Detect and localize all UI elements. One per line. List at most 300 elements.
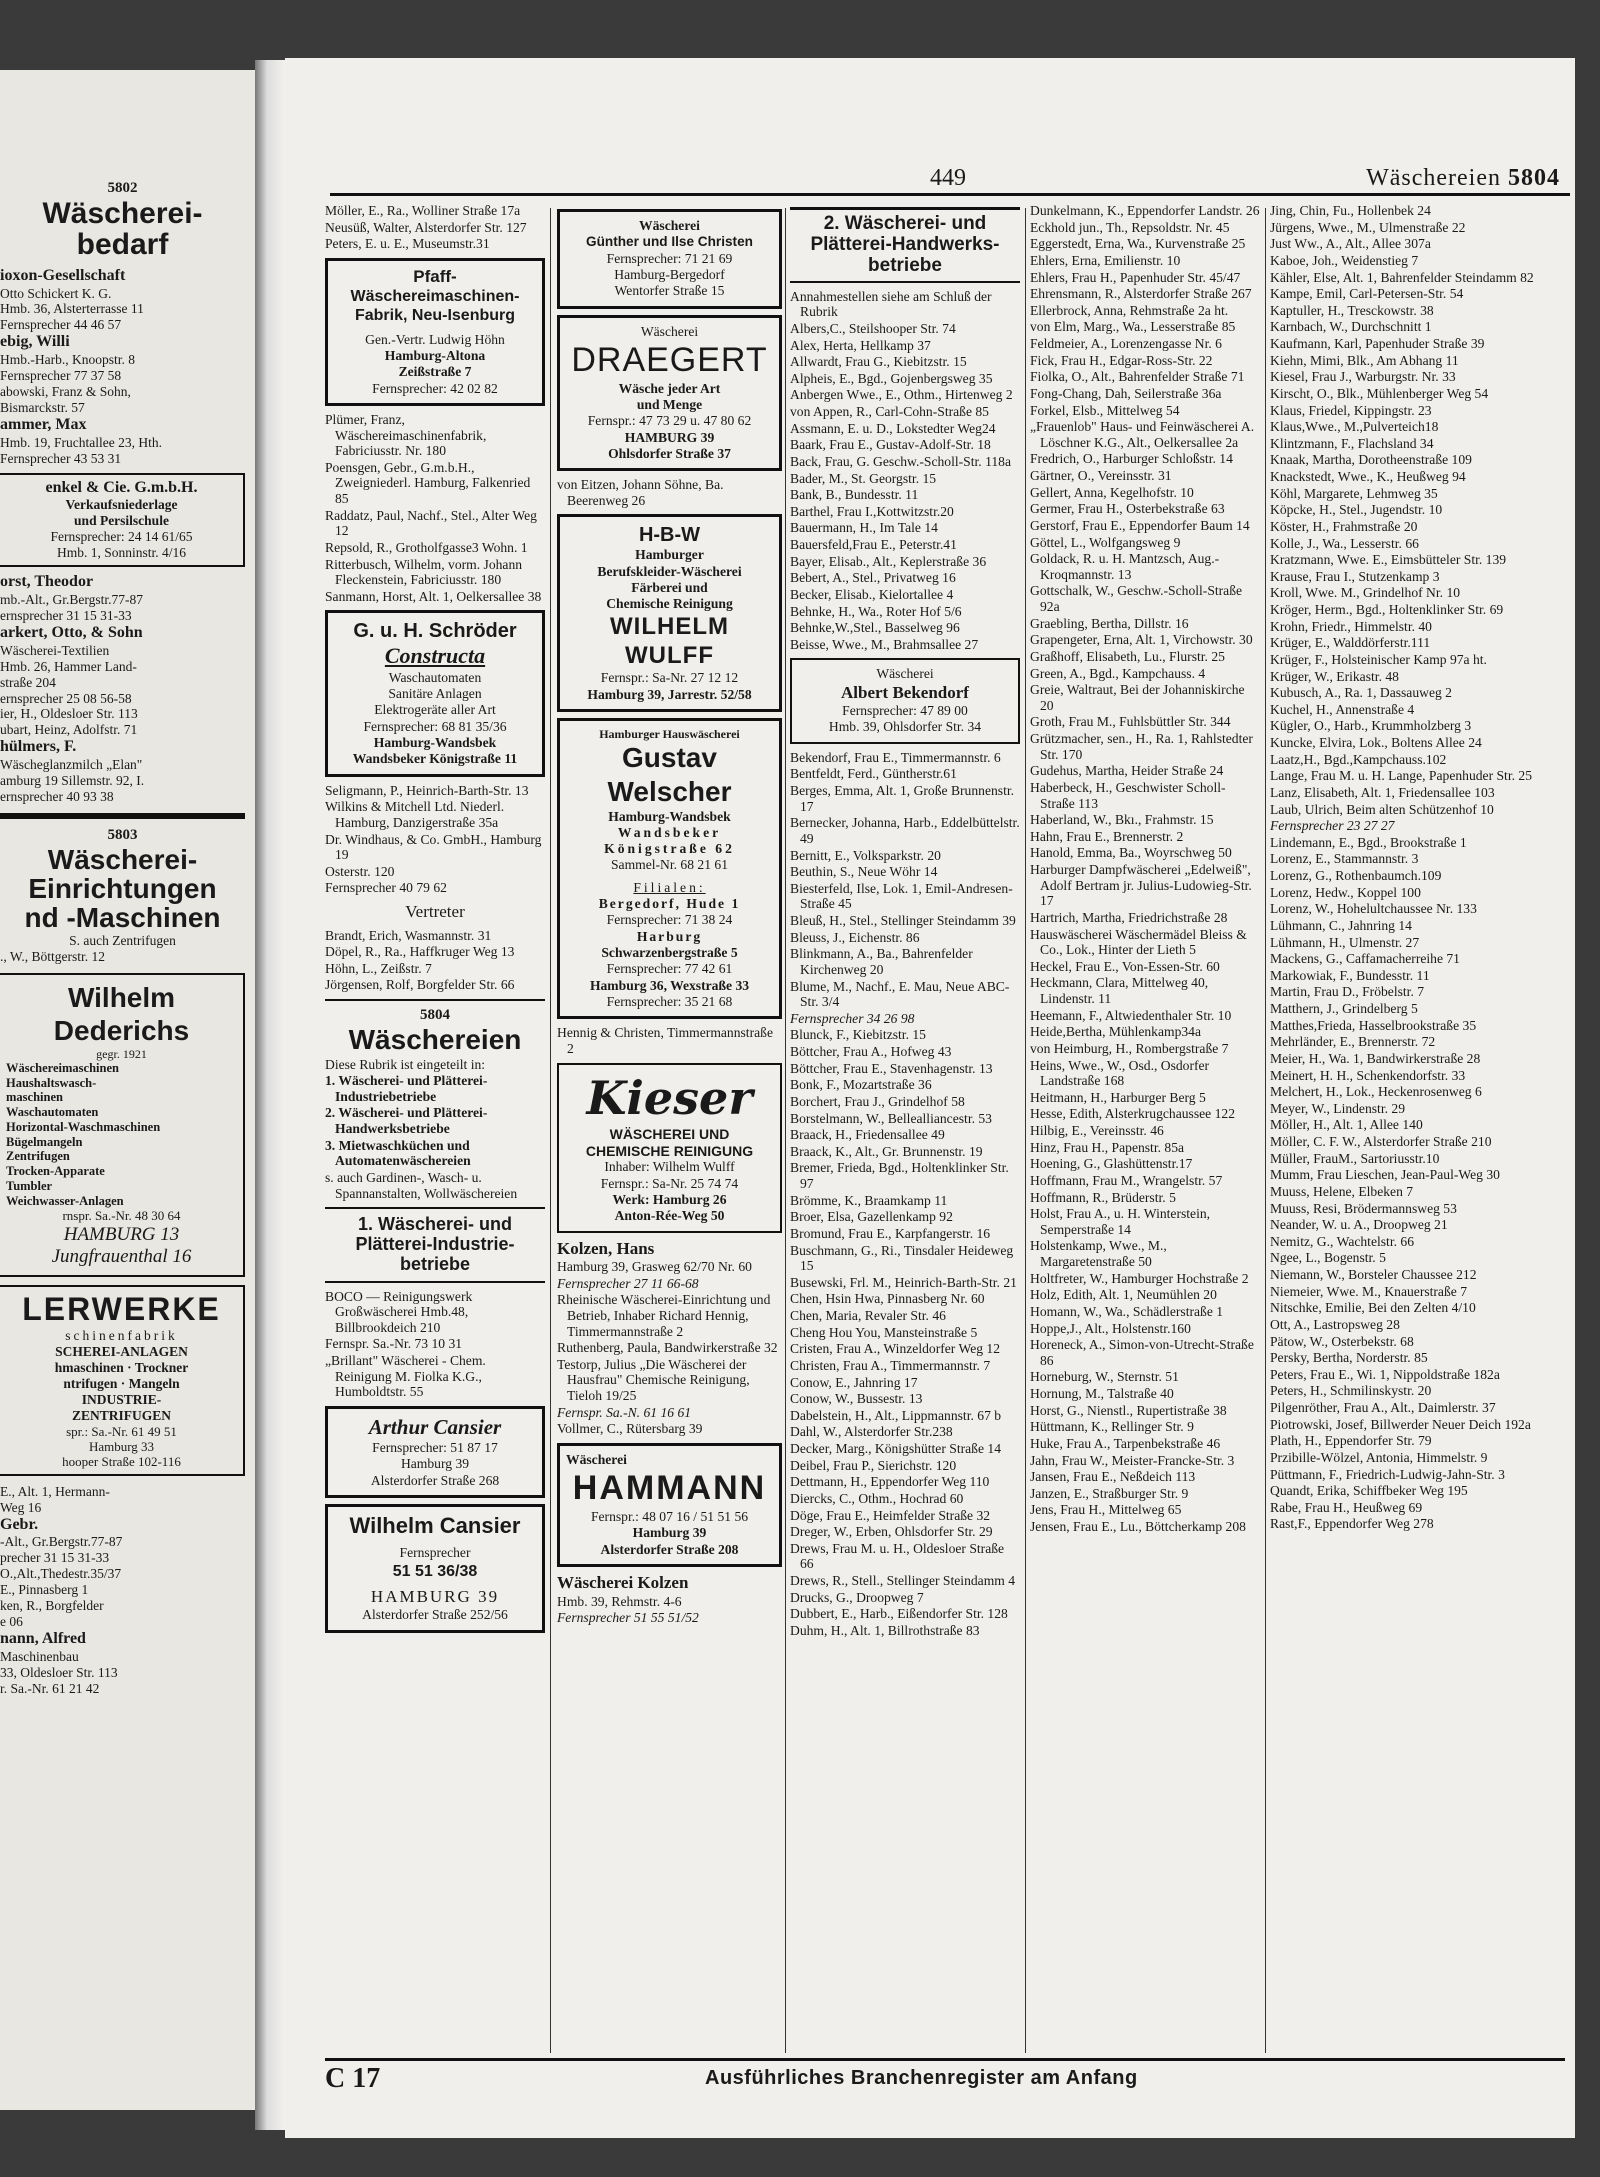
left-ad-line: Jungfrauenthal 16 — [51, 1246, 192, 1268]
listing-entry: Klintzmann, F., Flachsland 34 — [1270, 435, 1434, 451]
ad-schroeder-line: Elektrogeräte aller Art — [374, 702, 496, 718]
column-4 — [1030, 203, 1260, 1536]
listing-entry: Drucks, G., Droopweg 7 — [790, 1589, 924, 1605]
listing-entry: Köhl, Margarete, Lehmweg 35 — [1270, 485, 1438, 501]
section-number: 5804 — [1508, 165, 1560, 191]
listing-entry: Duhm, H., Alt. 1, Billrothstraße 83 — [790, 1622, 980, 1638]
ad-welscher-line: Sammel-Nr. 68 21 61 — [610, 857, 729, 873]
ad-bekendorf-line: Albert Bekendorf — [841, 682, 969, 702]
listing-entry: Lorenz, E., Stammannstr. 3 — [1270, 851, 1419, 867]
listing-entry: Braack, H., Friedensallee 49 — [790, 1127, 945, 1143]
ad-hammann-line: Hamburg 39 — [632, 1525, 707, 1541]
listing-entry: Jing, Chin, Fu., Hollenbek 24 — [1270, 203, 1431, 218]
left-ad-line: Weichwasser-Anlagen — [6, 1193, 124, 1208]
listing-entry: Cheng Hou You, Mansteinstraße 5 — [790, 1324, 978, 1340]
listing-entry: Brandt, Erich, Wasmannstr. 31 — [325, 927, 492, 943]
listing-entry: Ott, A., Lastropsweg 28 — [1270, 1316, 1400, 1332]
listing-entry: Behnke,W.,Stel., Basselweg 96 — [790, 620, 960, 636]
left-ad-line: Fernsprecher: 24 14 61/65 — [50, 529, 193, 545]
listing-entry: Osterstr. 120 — [325, 863, 395, 879]
ad-welscher-line: Hamburg 36, Wexstraße 33 — [589, 977, 750, 993]
listing-entry: Plath, H., Eppendorfer Str. 79 — [1270, 1433, 1432, 1449]
left-section-number: 5803 — [107, 826, 138, 843]
ad-pfaff-line: Zeißstraße 7 — [398, 364, 472, 380]
listing-entry: Kiehn, Mimi, Blk., Am Abhang 11 — [1270, 352, 1459, 368]
left-entry: mb.-Alt., Gr.Bergstr.77-87 — [0, 592, 143, 608]
subsection-title: betriebe — [399, 1253, 471, 1274]
listing-entry: Piotrowski, Josef, Billwerder Neuer Deich 192a — [1270, 1416, 1531, 1432]
column-rule — [550, 208, 551, 2053]
listing-entry: Forkel, Elsb., Mittelweg 54 — [1030, 402, 1180, 418]
left-entry: precher 31 15 31-33 — [0, 1550, 110, 1566]
ad-hammann-line: Alsterdorfer Straße 208 — [600, 1541, 739, 1557]
listing-entry: Feldmeier, A., Lorenzengasse Nr. 6 — [1030, 336, 1222, 351]
listing-entry: Baark, Frau E., Gustav-Adolf-Str. 18 — [790, 437, 991, 453]
listing-entry: Harburger Dampfwäscherei „Edelweiß", Adolf Bertram jr. Julius-Ludowieg-Str. 17 — [1030, 862, 1252, 909]
listing-entry: Braack, K., Alt., Gr. Brunnenstr. 19 — [790, 1143, 983, 1159]
listing-entry: Gudehus, Martha, Heider Straße 24 — [1030, 763, 1224, 779]
listing-entry: Goldack, R. u. H. Mantzsch, Aug.-Kroqmannstr. 13 — [1030, 551, 1220, 582]
listing-entry: Bleuss, J., Eichenstr. 86 — [790, 929, 920, 945]
listing-entry: Lange, Frau M. u. H. Lange, Papenhuder Str. 25 — [1270, 768, 1533, 784]
left-entry: ebig, Willi — [0, 333, 70, 351]
left-ad-lerwerke — [0, 1285, 245, 1476]
listing-entry: Drews, Frau M. u. H., Oldesloer Straße 66 — [790, 1540, 1005, 1572]
left-section-number: 5802 — [107, 180, 138, 196]
listing-entry: Horeneck, A., Simon-von-Utrecht-Straße 86 — [1030, 1337, 1254, 1368]
listing-entry: Bonk, F., Mozartstraße 36 — [790, 1077, 932, 1093]
section-intro-line: 1. Wäscherei- und Plätterei-Industriebetriebe — [325, 1073, 488, 1104]
listing-entry: Martin, Frau D., Fröbelstr. 7 — [1270, 984, 1425, 1000]
page-code: C 17 — [325, 2063, 381, 2094]
left-ad-line: HAMBURG 13 — [63, 1223, 180, 1245]
left-section-title: Wäscherei- — [42, 196, 203, 230]
left-ad-line: Verkaufsniederlage — [65, 497, 178, 513]
left-entry: e 06 — [0, 1614, 23, 1630]
listing-entry: Dr. Windhaus, & Co. GmbH., Hamburg 19 — [325, 831, 542, 863]
listing-entry: Ruthenberg, Paula, Bandwirkerstraße 32 — [557, 1340, 778, 1356]
ad-arthur-cansier-line: Arthur Cansier — [368, 1414, 502, 1439]
listing-entry: Köster, H., Frahmstraße 20 — [1270, 518, 1418, 534]
subsection-title: 2. Wäscherei- und — [823, 213, 987, 234]
rule — [325, 999, 545, 1001]
column-rule — [1265, 208, 1266, 2053]
listing-entry: Döge, Frau E., Heimfelder Straße 32 — [790, 1507, 991, 1523]
listing-entry: Becker, Elisab., Kielortallee 4 — [790, 586, 954, 602]
listing-entry: Berges, Emma, Alt. 1, Große Brunnenstr. 17 — [790, 783, 1015, 814]
ad-arthur-cansier — [325, 1406, 545, 1498]
listing-entry: Niemeier, Wwe. M., Knauerstraße 7 — [1270, 1283, 1467, 1299]
listing-entry: Meyer, W., Lindenstr. 29 — [1270, 1100, 1406, 1116]
left-entry: Weg 16 — [0, 1499, 42, 1515]
right-page — [285, 58, 1575, 2138]
listing-entry: Meier, H., Wa. 1, Bandwirkerstraße 28 — [1270, 1050, 1481, 1066]
listing-entry: Peters, H., Schmilinskystr. 20 — [1270, 1383, 1432, 1399]
listing-entry: Wilkins & Mitchell Ltd. Niederl. Hamburg, Danzigerstraße 35a — [325, 799, 505, 830]
ad-welscher-line: Gustav Welscher — [607, 742, 732, 807]
listing-entry: Testorp, Julius „Die Wäscherei der Hausfrau" Chemische Reinigung, Tieloh 19/25 — [557, 1356, 750, 1404]
ad-pfaff-line: Gen.-Vertr. Ludwig Höhn — [365, 331, 505, 347]
listing-entry: von Appen, R., Carl-Cohn-Straße 85 — [790, 404, 989, 420]
listing-entry: Eggerstedt, Erna, Wa., Kurvenstraße 25 — [1030, 236, 1246, 252]
listing-entry: Jens, Frau H., Mittelweg 65 — [1030, 1502, 1182, 1518]
listing-entry: von Eitzen, Johann Söhne, Ba. Beerenweg 26 — [557, 477, 724, 508]
left-entry: orst, Theodor — [0, 573, 94, 591]
listing-entry: Nitschke, Emilie, Bei den Zelten 4/10 — [1270, 1300, 1476, 1316]
listing-entry: Hamburg 39, Grasweg 62/70 Nr. 60 — [557, 1259, 752, 1275]
left-entry: hülmers, F. — [0, 738, 77, 756]
ad-draegert-line: Fernspr.: 47 73 29 u. 47 80 62 — [587, 413, 752, 429]
subsection-title: betriebe — [868, 254, 942, 276]
listing-entry: Mackens, G., Caffamacherreihe 71 — [1270, 951, 1460, 967]
ad-schroeder-line: Fernsprecher: 68 81 35/36 — [363, 718, 507, 734]
left-entry: 33, Oldesloer Str. 113 — [0, 1664, 118, 1680]
left-page-column — [0, 180, 245, 1697]
page-header — [330, 163, 1570, 196]
column-rule — [1025, 208, 1026, 2053]
listing-entry: Eckhold jun., Th., Repsoldstr. Nr. 45 — [1030, 219, 1230, 235]
listing-entry: Bauermann, H., Im Tale 14 — [790, 520, 938, 536]
listing-entry: Lanz, Elisabeth, Alt. 1, Friedensallee 103 — [1270, 784, 1495, 800]
ad-christen-line: Hamburg-Bergedorf — [614, 266, 725, 282]
listing-entry: Kampe, Emil, Carl-Petersen-Str. 54 — [1270, 286, 1464, 302]
section-intro-line: s. auch Gardinen-, Wasch- u. Spannanstalten, Wollwäschereien — [325, 1169, 518, 1201]
listing-entry: Krüger, E., Walddörferstr.111 — [1270, 635, 1431, 651]
listing-entry: Beisse, Wwe., M., Brahmsallee 27 — [790, 636, 979, 652]
left-entry: ammer, Max — [0, 415, 87, 433]
left-entry: Otto Schickert K. G. — [0, 285, 112, 301]
listing-entry: Kaufmann, Karl, Papenhuder Straße 39 — [1270, 336, 1485, 351]
section-number: 5804 — [420, 1007, 450, 1024]
footer-note: Ausführliches Branchenregister am Anfang — [705, 2067, 1138, 2089]
listing-entry: Cristen, Frau A., Winzeldorfer Weg 12 — [790, 1341, 1001, 1357]
listing-entry: Hoppe,J., Alt., Holstenstr.160 — [1030, 1320, 1191, 1336]
ad-hbw-line: Berufskleider-Wäscherei — [597, 563, 742, 579]
listing-entry: Pilgenröther, Frau A., Alt., Daimlerstr. 37 — [1270, 1400, 1496, 1415]
listing-entry: Ellerbrock, Anna, Rehmstraße 2a ht. — [1030, 302, 1229, 318]
ad-welscher-line: Hamburger Hauswäscherei — [599, 726, 740, 741]
listing-entry: Gärtner, O., Vereinsstr. 31 — [1030, 468, 1172, 483]
left-section-title: bedarf — [76, 228, 169, 262]
left-ad-line: ZENTRIFUGEN — [71, 1407, 171, 1423]
listing-entry: Horneburg, W., Sternstr. 51 — [1030, 1369, 1179, 1385]
column-1 — [325, 203, 545, 1639]
listing-entry: Rheinische Wäscherei-Einrichtung und Betrieb, Inhaber Richard Hennig, Timmermannstraße 2 — [557, 1292, 771, 1339]
ad-kieser-line: WÄSCHEREI UND — [609, 1125, 730, 1142]
listing-entry: Dettmann, H., Eppendorfer Weg 110 — [790, 1474, 990, 1490]
ad-welscher-line: Schwarzenbergstraße 5 — [601, 945, 738, 961]
page-footer — [325, 2058, 1565, 2101]
ad-pfaff-line: Fernsprecher: 42 02 82 — [372, 380, 498, 396]
listing-entry: Kolzen, Hans — [557, 1238, 655, 1258]
listing-entry: Lühmann, H., Ulmenstr. 27 — [1270, 934, 1420, 950]
ad-hbw-line: H-B-W — [638, 524, 701, 547]
listing-entry: Matthern, J., Grindelberg 5 — [1270, 1001, 1418, 1016]
left-entry: Fernsprecher 77 37 58 — [0, 368, 122, 384]
left-entry: nann, Alfred — [0, 1630, 86, 1648]
listing-entry: Beuthin, S., Neue Wöhr 14 — [790, 864, 938, 880]
left-ad-line: schinenfabrik — [65, 1328, 178, 1344]
listing-entry: Ehlers, Frau H., Papenhuder Str. 45/47 — [1030, 269, 1241, 285]
column-5 — [1270, 203, 1565, 1533]
listing-entry: Seligmann, P., Heinrich-Barth-Str. 13 — [325, 782, 529, 798]
listing-entry: Graßhoff, Elisabeth, Lu., Flurstr. 25 — [1030, 648, 1225, 664]
listing-entry: Heckmann, Clara, Mittelweg 40, Lindenstr. 11 — [1030, 975, 1209, 1006]
listing-entry: Markowiak, F., Bundesstr. 11 — [1270, 967, 1430, 983]
ad-schroeder-line: Sanitäre Anlagen — [388, 686, 482, 702]
ad-schroeder-line: Hamburg-Wandsbek — [373, 735, 497, 751]
subsection-title: Plätterei-Industrie- — [355, 1233, 515, 1254]
listing-entry: Blinkmann, A., Ba., Bahrenfelder Kirchenweg 20 — [790, 946, 973, 977]
ad-welscher-line: Bergedorf, Hude 1 — [598, 896, 741, 912]
listing-entry: Allwardt, Frau G., Kiebitzstr. 15 — [790, 354, 967, 370]
listing-entry: Kolle, J., Wa., Lesserstr. 66 — [1270, 535, 1419, 551]
ad-hbw-line: Färberei und — [631, 580, 708, 596]
left-entry: Wäscheglanzmilch „Elan" — [0, 757, 143, 773]
listing-entry: Heitmann, H., Harburger Berg 5 — [1030, 1089, 1206, 1105]
listing-entry: Blume, M., Nachf., E. Mau, Neue ABC-Str. 3/4 — [790, 978, 1010, 1010]
listing-entry: Alpheis, E., Bgd., Gojenbergsweg 35 — [790, 370, 993, 386]
listing-entry: Holtfreter, W., Hamburger Hochstraße 2 — [1030, 1270, 1249, 1286]
left-entry: ioxon-Gesellschaft — [0, 266, 126, 284]
rule — [325, 1281, 545, 1283]
listing-entry: Böttcher, Frau A., Hofweg 43 — [790, 1044, 952, 1059]
ad-christen-line: Günther und Ilse Christen — [586, 234, 753, 250]
ad-wilhelm-cansier-line: Fernsprecher — [399, 1545, 471, 1561]
listing-entry: Conow, E., Jahnring 17 — [790, 1374, 918, 1390]
listing-entry: Gellert, Anna, Kegelhofstr. 10 — [1030, 484, 1194, 500]
listing-entry: Vollmer, C., Rütersbarg 39 — [557, 1421, 703, 1437]
listing-entry: Grützmacher, sen., H., Ra. 1, Rahlstedter Str. 170 — [1030, 731, 1253, 762]
left-ad-line: enkel & Cie. G.m.b.H. — [45, 478, 198, 496]
listing-entry: Hilbig, E., Vereinsstr. 46 — [1030, 1123, 1164, 1138]
left-entry: E., Alt. 1, Hermann- — [0, 1483, 110, 1499]
listing-entry: Jörgensen, Rolf, Borgfelder Str. 66 — [325, 977, 515, 993]
listing-entry: Sanmann, Horst, Alt. 1, Oelkersallee 38 — [325, 588, 542, 604]
left-entry: Maschinenbau — [0, 1648, 79, 1664]
listing-entry: Kroll, Wwe. M., Grindelhof Nr. 10 — [1270, 585, 1461, 601]
ad-welscher-line: Fernsprecher: 71 38 24 — [606, 912, 733, 928]
listing-entry: Fernsprecher 51 55 51/52 — [557, 1610, 699, 1626]
left-rule — [0, 813, 245, 819]
listing-entry: Dabelstein, H., Alt., Lippmannstr. 67 b — [790, 1407, 1002, 1423]
listing-entry: BOCO — Reinigungswerk Großwäscherei Hmb.48, Billbrookdeich 210 — [325, 1288, 473, 1335]
ad-wilhelm-cansier-line: Wilhelm Cansier — [349, 1513, 521, 1539]
ad-christen-line: Fernsprecher: 71 21 69 — [606, 250, 733, 266]
listing-entry: Hauswäscherei Wäschermädel Bleiss & Co., Lok., Hinter der Lieth 5 — [1030, 926, 1247, 958]
listing-entry: Matthes,Frieda, Hasselbrookstraße 35 — [1270, 1017, 1477, 1033]
listing-entry: Muuss, Resi, Brödermannsweg 53 — [1270, 1200, 1457, 1216]
listing-entry: Kähler, Else, Alt. 1, Bahrenfelder Steindamm 82 — [1270, 269, 1534, 285]
left-entry: Hmb.-Harb., Knoopstr. 8 — [0, 352, 135, 368]
listing-entry: Lindemann, E., Bgd., Brookstraße 1 — [1270, 834, 1467, 850]
listing-entry: Rast,F., Eppendorfer Weg 278 — [1270, 1516, 1434, 1532]
ad-hbw-line: Hamburg 39, Jarrestr. 52/58 — [587, 686, 752, 702]
listing-entry: Neander, W. u. A., Droopweg 21 — [1270, 1217, 1448, 1233]
listing-entry: Ngee, L., Bogenstr. 5 — [1270, 1250, 1386, 1266]
ad-draegert-line: Wäscherei — [640, 323, 699, 339]
ad-pfaff — [325, 258, 545, 406]
listing-entry: Heemann, F., Altwiedenthaler Str. 10 — [1030, 1007, 1232, 1023]
listing-entry: Holst, Frau A., u. H. Winterstein, Semperstraße 14 — [1030, 1206, 1211, 1237]
ad-bekendorf — [790, 658, 1020, 743]
column-rule — [785, 208, 786, 2053]
left-entry: straße 204 — [0, 674, 56, 690]
ad-hbw-line: Hamburger — [635, 547, 704, 563]
listing-entry: Chen, Hsin Hwa, Pinnasberg Nr. 60 — [790, 1291, 985, 1307]
ad-kieser-line: Inhaber: Wilhelm Wulff — [604, 1159, 735, 1175]
listing-entry: Poensgen, Gebr., G.m.b.H., Zweigniederl. Hamburg, Falkenried 85 — [325, 459, 531, 507]
listing-entry: Göttel, L., Wolfgangsweg 9 — [1030, 534, 1181, 550]
listing-entry: Kaboe, Joh., Weidenstieg 7 — [1270, 252, 1419, 268]
listing-entry: Ehrensmann, R., Alsterdorfer Straße 267 — [1030, 286, 1252, 302]
left-ad-line: LERWERKE — [22, 1290, 221, 1327]
listing-entry: Fiolka, O., Alt., Bahrenfelder Straße 71 — [1030, 369, 1245, 385]
listing-entry: Kirscht, O., Blk., Mühlenberger Weg 54 — [1270, 385, 1489, 401]
listing-entry: Jürgens, Wwe., M., Ulmenstraße 22 — [1270, 219, 1466, 235]
left-entry: ier, H., Oldesloer Str. 113 — [0, 706, 138, 722]
ad-kieser-line: Fernspr.: Sa-Nr. 25 74 74 — [600, 1175, 739, 1191]
listing-entry: Laatz,H., Bgd.,Kampchauss.102 — [1270, 751, 1447, 767]
left-entry: ., W., Böttgerstr. 12 — [0, 948, 106, 964]
listing-entry: Fick, Frau H., Edgar-Ross-Str. 22 — [1030, 352, 1213, 368]
ad-wilhelm-cansier — [325, 1504, 545, 1633]
ad-arthur-cansier-line: Hamburg 39 — [400, 1456, 470, 1472]
ad-welscher-line: Harburg — [636, 928, 703, 944]
listing-entry: Melchert, H., Lok., Heckenrosenweg 6 — [1270, 1084, 1482, 1100]
left-ad-line: Wilhelm — [67, 981, 176, 1013]
left-entry: ernsprecher 31 15 31-33 — [0, 607, 132, 623]
listing-entry: Mumm, Frau Lieschen, Jean-Paul-Weg 30 — [1270, 1167, 1500, 1183]
listing-entry: Karnbach, W., Durchschnitt 1 — [1270, 319, 1432, 335]
section-intro-line: Diese Rubrik ist eingeteilt in: — [325, 1056, 486, 1072]
listing-entry: Borstelmann, W., Bellealliancestr. 53 — [790, 1110, 992, 1126]
listing-entry: Lorenz, Hedw., Koppel 100 — [1270, 884, 1421, 900]
left-entry: Fernsprecher 43 53 31 — [0, 450, 122, 466]
ad-schroeder — [325, 610, 545, 776]
listing-entry: Hmb. 39, Rehmstr. 4-6 — [557, 1593, 682, 1609]
listing-entry: Heckel, Frau E., Von-Essen-Str. 60 — [1030, 958, 1220, 974]
listing-entry: Hesse, Edith, Alsterkrugchaussee 122 — [1030, 1106, 1235, 1122]
left-ad-line: hmaschinen · Trockner — [54, 1360, 189, 1376]
listing-entry: Bekendorf, Frau E., Timmermannstr. 6 — [790, 749, 1001, 765]
listing-entry: Haberland, W., Bkı., Frahmstr. 15 — [1030, 812, 1214, 828]
listing-entry: Möller, C. F. W., Alsterdorfer Straße 210 — [1270, 1134, 1492, 1149]
listing-entry: Dahl, W., Alsterdorfer Str.238 — [790, 1424, 953, 1440]
ad-schroeder-line: G. u. H. Schröder — [353, 620, 517, 643]
listing-entry: Horst, G., Nienstl., Rupertistraße 38 — [1030, 1402, 1227, 1418]
left-ad-line: Tumbler — [6, 1178, 53, 1193]
left-entry: Fernsprecher 44 46 57 — [0, 317, 122, 333]
listing-entry: Krüger, W., Erikastr. 48 — [1270, 668, 1399, 684]
left-ad-line: Wäschereimaschinen — [6, 1060, 119, 1075]
listing-entry: Kratzmann, Wwe. E., Eimsbütteler Str. 139 — [1270, 552, 1507, 568]
ad-kieser-line: Kieser — [586, 1070, 753, 1125]
listing-entry: Bank, B., Bundesstr. 11 — [790, 487, 919, 503]
listing-entry: Ehlers, Erna, Emilienstr. 10 — [1030, 252, 1181, 268]
listing-entry: Krause, Frau I., Stutzenkamp 3 — [1270, 568, 1440, 584]
ad-welscher-line: Fernsprecher: 35 21 68 — [606, 993, 733, 1009]
left-entry: E., Pinnasberg 1 — [0, 1582, 89, 1598]
listing-entry: Bremer, Frieda, Bgd., Holtenklinker Str. 97 — [790, 1160, 1009, 1191]
ad-pfaff-line: Fabrik, Neu-Isenburg — [354, 307, 516, 325]
left-entry: O.,Alt.,Thedestr.35/37 — [0, 1566, 122, 1582]
left-entry: -Alt., Gr.Bergstr.77-87 — [0, 1534, 123, 1550]
listing-entry: Raddatz, Paul, Nachf., Stel., Alter Weg 12 — [325, 507, 537, 539]
left-ad-line: maschinen — [6, 1090, 63, 1105]
left-ad-line: hooper Straße 102-116 — [62, 1454, 181, 1470]
listing-entry: Back, Frau, G. Geschw.-Scholl-Str. 118a — [790, 453, 1011, 469]
listing-entry: Broer, Elsa, Gazellenkamp 92 — [790, 1209, 953, 1225]
listing-entry: Lorenz, W., Hohelultchaussee Nr. 133 — [1270, 901, 1477, 917]
listing-entry: Peters, Frau E., Wi. 1, Nippoldstraße 182a — [1270, 1366, 1500, 1382]
left-entry: Wäscherei-Textilien — [0, 642, 110, 658]
listing-entry: Haberbeck, H., Geschwister Scholl-Straße 113 — [1030, 779, 1226, 811]
ad-draegert — [557, 315, 782, 472]
ad-welscher-line: Filialen: — [633, 879, 706, 895]
listing-entry: Bentfeldt, Ferd., Güntherstr.61 — [790, 766, 957, 782]
left-entry: amburg 19 Sillemstr. 92, I. — [0, 773, 145, 789]
ad-wilhelm-cansier-line: Alsterdorfer Straße 252/56 — [362, 1607, 508, 1623]
listing-entry: Niemann, W., Borsteler Chaussee 212 — [1270, 1267, 1477, 1282]
ad-kieser-line: Werk: Hamburg 26 — [612, 1191, 727, 1207]
listing-entry: Plümer, Franz, Wäschereimaschinenfabrik, Fabriciusstr. Nr. 180 — [325, 411, 487, 459]
section-title: Wäschereien — [1366, 165, 1501, 191]
listing-entry: Brömme, K., Braamkamp 11 — [790, 1192, 948, 1208]
listing-entry: Kröger, Herm., Bgd., Holtenklinker Str. 69 — [1270, 602, 1504, 617]
listing-entry: Krüger, F., Holsteinischer Kamp 97a ht. — [1270, 651, 1487, 667]
listing-entry: Huke, Frau A., Tarpenbekstraße 46 — [1030, 1435, 1221, 1451]
left-ad-henkel — [0, 473, 245, 568]
listing-entry: Gerstorf, Frau E., Eppendorfer Baum 14 — [1030, 517, 1250, 533]
listing-entry: Grapengeter, Erna, Alt. 1, Virchowstr. 30 — [1030, 632, 1253, 648]
listing-entry: Rabe, Frau H., Heußweg 69 — [1270, 1499, 1423, 1515]
listing-entry: Kuncke, Elvira, Lok., Boltens Allee 24 — [1270, 735, 1482, 750]
left-entry: ernsprecher 40 93 38 — [0, 789, 114, 805]
listing-entry: Holstenkamp, Wwe., M., Margaretenstraße 50 — [1030, 1238, 1167, 1269]
page-number: 449 — [930, 165, 966, 191]
left-ad-line: Horizontal-Waschmaschinen — [6, 1119, 161, 1134]
listing-entry: Knackstedt, Wwe., K., Heußweg 94 — [1270, 469, 1466, 484]
listing-entry: Annahmestellen siehe am Schluß der Rubrik — [790, 288, 992, 320]
ad-wilhelm-cansier-line: 51 51 36/38 — [392, 1562, 478, 1580]
ad-pfaff-line: Pfaff- — [413, 266, 457, 286]
ad-draegert-line: DRAEGERT — [571, 340, 768, 379]
ad-christen-line: Wentorfer Straße 15 — [614, 283, 725, 299]
listing-entry: Lühmann, C., Jahnring 14 — [1270, 917, 1412, 933]
listing-entry: Höhn, L., Zeißstr. 7 — [325, 960, 432, 976]
listing-entry: Blunck, F., Kiebitzstr. 15 — [790, 1027, 926, 1043]
listing-entry: Wäscherei Kolzen — [557, 1573, 689, 1593]
listing-entry: Behnke, H., Wa., Roter Hof 5/6 — [790, 603, 962, 619]
left-entry: arkert, Otto, & Sohn — [0, 623, 143, 641]
listing-entry: Möller, E., Ra., Wolliner Straße 17a — [325, 203, 521, 218]
ad-kieser — [557, 1063, 782, 1233]
listing-entry: Fernsprecher 27 11 66-68 — [557, 1275, 699, 1291]
subsection-title: Plätterei-Handwerks- — [810, 233, 1000, 255]
listing-entry: Fredrich, O., Harburger Schloßstr. 14 — [1030, 451, 1233, 467]
listing-entry: Klaus, Friedel, Kippingstr. 23 — [1270, 402, 1432, 418]
listing-entry: Dubbert, E., Harb., Eißendorfer Str. 128 — [790, 1606, 1008, 1622]
listing-entry: Fernspr. Sa.-Nr. 73 10 31 — [325, 1336, 463, 1352]
ad-pfaff-line: Wäschereimaschinen- — [350, 288, 520, 306]
listing-entry: Kiesel, Frau J., Warburgstr. Nr. 33 — [1270, 369, 1456, 385]
listing-entry: Klaus,Wwe., M.,Pulverteich18 — [1270, 419, 1439, 435]
listing-entry: Fernsprecher 23 27 27 — [1270, 818, 1395, 834]
book-gutter — [255, 60, 285, 2130]
ad-hammann-line: Wäscherei — [566, 1451, 627, 1467]
listing-entry: Hoffmann, R., Brüderstr. 5 — [1030, 1189, 1176, 1205]
